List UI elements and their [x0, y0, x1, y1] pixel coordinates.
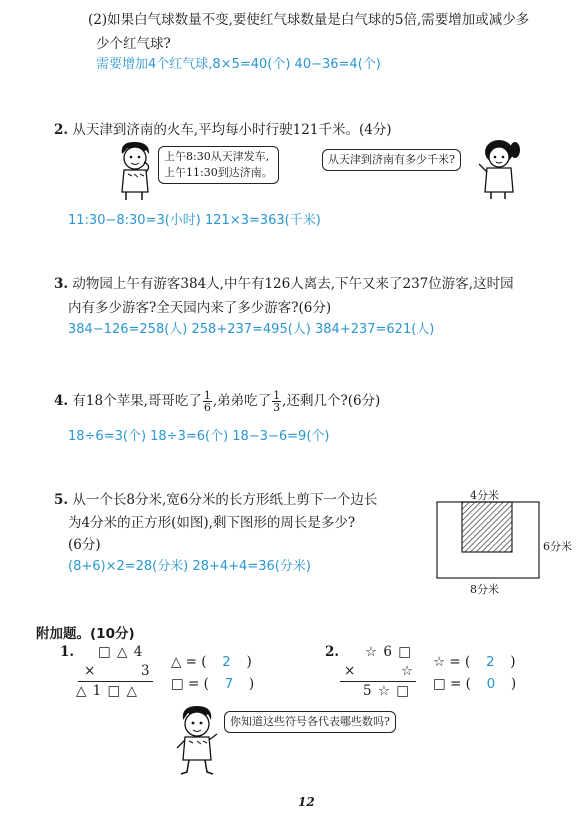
q5-label-bottom: 8分米: [470, 583, 499, 596]
bonus-p2-answer-2: [433, 676, 516, 692]
boy-illustration: [116, 140, 156, 202]
q4-text-c: ,还剩几个?(6分): [282, 393, 381, 409]
bonus-p1-row2-num: 3: [141, 663, 150, 679]
q1-part2-line2: 少个红气球?: [96, 36, 171, 52]
bonus-p1-row1: □ △ 4: [98, 644, 144, 660]
bonus-title: 附加题。(10分): [36, 626, 135, 642]
q2-answer: 11:30−8:30=3(小时) 121×3=363(千米): [68, 213, 321, 228]
bonus-p2-row3: 5 ☆ □: [363, 683, 411, 699]
bonus-p1-row2-op: ×: [84, 663, 96, 679]
q2-number: 2.: [54, 122, 69, 138]
q5-number: 5.: [54, 492, 69, 508]
bubble-left-line1: 上午8:30从天津发车,: [164, 150, 270, 163]
page-number: 12: [298, 795, 315, 809]
p2-star-symbol: ☆ = (: [433, 654, 471, 670]
q2-line: [54, 118, 392, 138]
bonus-boy-illustration: [175, 704, 221, 776]
bonus-p1-answer-2: [171, 676, 254, 692]
q3-line2: 内有多少游客?全天园内来了多少游客?(6分): [68, 300, 332, 316]
bonus-p2-answer-1: [433, 654, 516, 670]
frac2-numerator: 1: [273, 389, 281, 402]
q5-line2: 为4分米的正方形(如图),剩下图形的周长是多少?: [68, 515, 356, 531]
q2-speech-bubble-left: [158, 146, 279, 184]
q4-answer: 18÷6=3(个) 18÷3=6(个) 18−3−6=9(个): [68, 429, 330, 444]
q4-fraction-1: [203, 390, 212, 413]
p1-triangle-symbol: △ = (: [171, 654, 207, 670]
bonus-p2-row1: ☆ 6 □: [365, 644, 413, 660]
p2-star-value: 2: [485, 654, 495, 670]
p2-square-symbol: □ = (: [433, 676, 471, 692]
q5-line1: [54, 488, 377, 508]
q5-cut-square: [462, 502, 512, 552]
bonus-p1-row3: △ 1 □ △: [76, 683, 138, 699]
q2-speech-bubble-right: 从天津到济南有多少千米?: [322, 149, 461, 171]
girl-illustration: [477, 138, 527, 200]
p1-square-symbol: □ = (: [171, 676, 209, 692]
frac2-denominator: 3: [273, 401, 281, 414]
frac1-numerator: 1: [203, 389, 211, 402]
q3-number: 3.: [54, 276, 69, 292]
bonus-speech-bubble: 你知道这些符号各代表哪些数吗?: [224, 711, 396, 733]
q5-line3: (6分): [68, 537, 101, 553]
q1-part2-answer: 需要增加4个红气球,8×5=40(个) 40−36=4(个): [96, 57, 381, 72]
q4-fraction-2: [272, 390, 281, 413]
q5-rectangle-figure: [436, 501, 540, 579]
p1-close-paren: ): [246, 654, 252, 670]
bonus-p2-line: [340, 681, 416, 682]
bonus-p2-row2-op: ×: [344, 663, 356, 679]
q4-number: 4.: [54, 393, 69, 409]
bonus-p1-answer-1: [171, 654, 252, 670]
q5-label-right: 6分米: [543, 540, 572, 553]
p1-square-value: 7: [224, 676, 234, 692]
p2-close-paren: ): [510, 676, 517, 692]
p2-square-value: 0: [486, 676, 496, 692]
q4-line: [54, 389, 380, 413]
frac1-denominator: 6: [203, 401, 211, 414]
q4-text-a: 有18个苹果,哥哥吃了: [72, 393, 202, 409]
bonus-p1-number: 1.: [60, 644, 75, 660]
p1-close-paren: ): [248, 676, 255, 692]
p1-triangle-value: 2: [222, 654, 231, 670]
q4-text-b: ,弟弟吃了: [212, 393, 272, 409]
bubble-left-line2: 上午11:30到达济南。: [164, 166, 273, 179]
q5-answer: (8+6)×2=28(分米) 28+4+4=36(分米): [68, 559, 311, 574]
bonus-p2-row2-num: ☆: [401, 663, 414, 679]
q3-line1: [54, 272, 514, 292]
q2-text: 从天津到济南的火车,平均每小时行驶121千米。(4分): [72, 122, 392, 138]
q3-text-line1: 动物园上午有游客384人,中午有126人离去,下午又来了237位游客,这时园: [72, 276, 514, 292]
bonus-p2-number: 2.: [325, 644, 340, 660]
q5-text-line1: 从一个长8分米,宽6分米的长方形纸上剪下一个边长: [72, 492, 378, 508]
q1-part2-line1: (2)如果白气球数量不变,要使红气球数量是白气球的5倍,需要增加或减少多: [88, 12, 530, 28]
q3-answer: 384−126=258(人) 258+237=495(人) 384+237=621(人): [68, 322, 435, 337]
p2-close-paren: ): [510, 654, 516, 670]
q5-label-top: 4分米: [470, 489, 499, 502]
bonus-p1-line: [78, 681, 153, 682]
